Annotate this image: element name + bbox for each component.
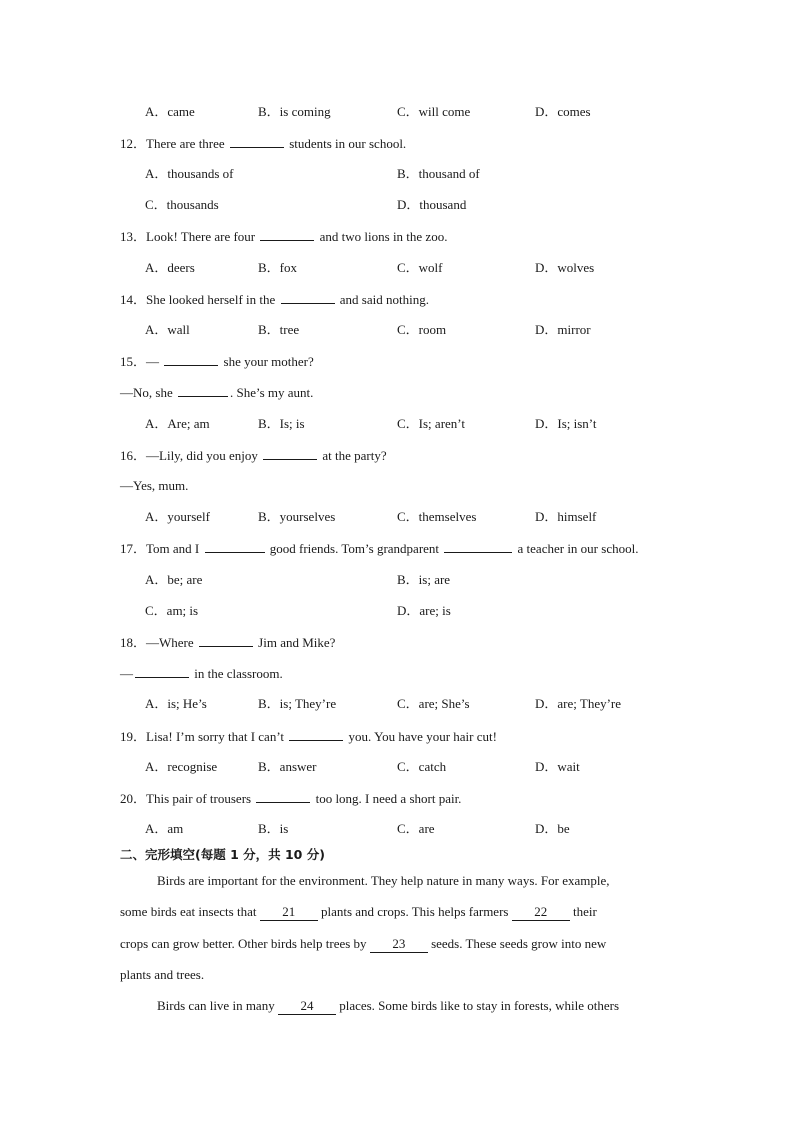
q12-option-b: B．thousand of	[397, 166, 480, 181]
q18-option-c: C．are; She’s	[397, 696, 470, 711]
blank-22: 22	[512, 904, 570, 921]
q20-option-d: D．be	[535, 821, 570, 836]
blank-21: 21	[260, 904, 318, 921]
q14-option-c: C．room	[397, 322, 447, 337]
q11-option-a: A．came	[145, 104, 195, 119]
q13-blank	[260, 228, 314, 241]
q16-option-a: A．yourself	[145, 509, 210, 524]
q15-option-c: C．Is; aren’t	[397, 416, 465, 431]
q15-blank-1	[164, 353, 218, 366]
q11-option-d: D．comes	[535, 104, 591, 119]
q17-blank-2	[444, 540, 512, 553]
section-title: 二、完形填空(每题 1 分，共 10 分)	[120, 847, 325, 862]
q20-blank	[256, 790, 310, 803]
q16-blank	[263, 447, 317, 460]
blank-24: 24	[278, 998, 336, 1015]
q13-stem: 13．Look! There are four and two lions in the zoo.	[120, 229, 448, 244]
q19-option-c: C．catch	[397, 759, 447, 774]
q16-option-c: C．themselves	[397, 509, 477, 524]
q13-option-d: D．wolves	[535, 260, 595, 275]
q20-option-a: A．am	[145, 821, 184, 836]
q14-option-d: D．mirror	[535, 322, 591, 337]
passage-line-3: crops can grow better. Other birds help trees by 23 seeds. These seeds grow into new	[120, 936, 607, 951]
q18-option-d: D．are; They’re	[535, 696, 622, 711]
q15-option-d: D．Is; isn’t	[535, 416, 597, 431]
q17-option-b: B．is; are	[397, 572, 451, 587]
q15-blank-2	[178, 384, 228, 397]
q16-option-d: D．himself	[535, 509, 597, 524]
q16-option-b: B．yourselves	[258, 509, 336, 524]
q12-blank	[230, 135, 284, 148]
blank-23: 23	[370, 936, 428, 953]
q17-blank-1	[205, 540, 265, 553]
passage-line-5: Birds can live in many 24 places. Some birds like to stay in forests, while others	[157, 998, 620, 1013]
q14-stem: 14．She looked herself in the and said nothing.	[120, 292, 429, 307]
q18-option-b: B．is; They’re	[258, 696, 337, 711]
q18-reply: — in the classroom.	[120, 666, 283, 681]
q13-option-b: B．fox	[258, 260, 298, 275]
q16-stem: 16．—Lily, did you enjoy at the party?	[120, 448, 387, 463]
q19-option-a: A．recognise	[145, 759, 218, 774]
q19-stem: 19．Lisa! I’m sorry that I can’t you. You have your hair cut!	[120, 729, 497, 744]
q15-option-a: A．Are; am	[145, 416, 210, 431]
q17-stem: 17．Tom and I good friends. Tom’s grandparent a teacher in our school.	[120, 541, 639, 556]
q12-option-d: D．thousand	[397, 197, 467, 212]
q14-option-a: A．wall	[145, 322, 190, 337]
q12-option-a: A．thousands of	[145, 166, 234, 181]
q19-option-b: B．answer	[258, 759, 317, 774]
passage-line-2: some birds eat insects that 21 plants and crops. This helps farmers 22 their	[120, 904, 597, 919]
q18-blank-2	[135, 665, 189, 678]
q17-option-a: A．be; are	[145, 572, 203, 587]
q17-option-c: C．am; is	[145, 603, 199, 618]
q12-stem: 12．There are three students in our school.	[120, 136, 407, 151]
q18-option-a: A．is; He’s	[145, 696, 207, 711]
q15-reply: —No, she . She’s my aunt.	[120, 385, 314, 400]
q12-option-c: C．thousands	[145, 197, 219, 212]
q20-option-b: B．is	[258, 821, 289, 836]
q17-option-d: D．are; is	[397, 603, 451, 618]
q14-blank	[281, 291, 335, 304]
passage-line-1: Birds are important for the environment. They help nature in many ways. For example,	[157, 873, 610, 888]
q15-stem: 15．— she your mother?	[120, 354, 314, 369]
q11-option-c: C．will come	[397, 104, 471, 119]
q15-option-b: B．Is; is	[258, 416, 305, 431]
q11-option-b: B．is coming	[258, 104, 331, 119]
q20-option-c: C．are	[397, 821, 435, 836]
q13-option-a: A．deers	[145, 260, 195, 275]
q19-blank	[289, 728, 343, 741]
q16-reply: —Yes, mum.	[120, 478, 189, 493]
q19-option-d: D．wait	[535, 759, 580, 774]
q20-stem: 20．This pair of trousers too long. I need a short pair.	[120, 791, 462, 806]
q18-blank-1	[199, 634, 253, 647]
q13-option-c: C．wolf	[397, 260, 443, 275]
q14-option-b: B．tree	[258, 322, 300, 337]
passage-line-4: plants and trees.	[120, 967, 205, 982]
q18-stem: 18．—Where Jim and Mike?	[120, 635, 336, 650]
